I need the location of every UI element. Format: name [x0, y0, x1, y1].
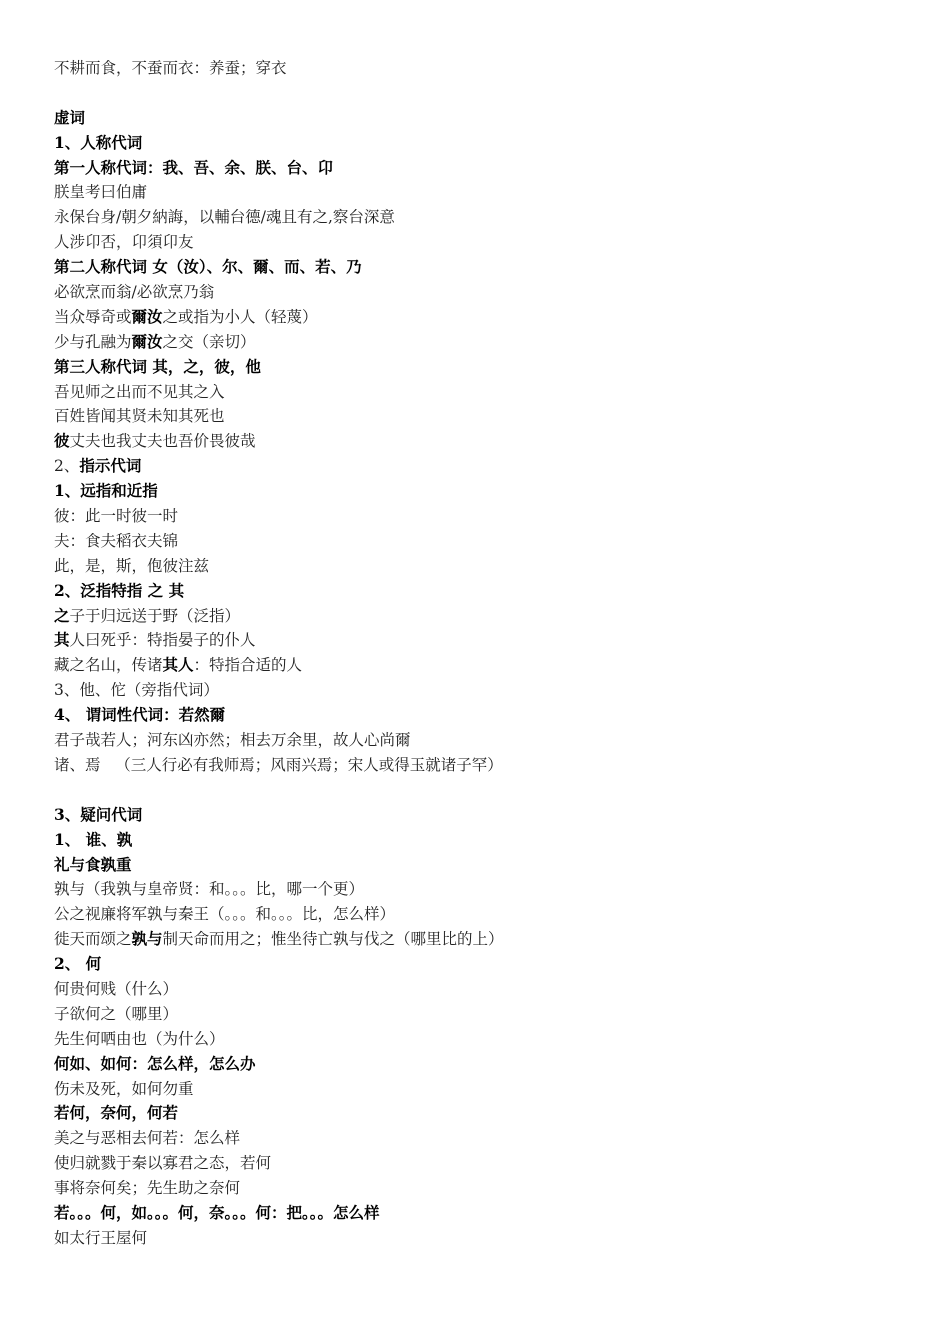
text-line [54, 977, 914, 1002]
bold-text-segment: 之 [54, 605, 70, 625]
text-line [54, 1126, 914, 1151]
text-line [54, 1002, 914, 1027]
bold-text-segment: 第一人称代词：我、吾、余、朕、台、卬 [54, 157, 334, 177]
text-line [54, 653, 914, 678]
text-line [54, 554, 914, 579]
text-segment: 之交（亲切） [162, 332, 256, 351]
bold-text-segment: 4、 谓词性代词：若然爾 [54, 705, 226, 725]
text-segment: 何贵何贱（什么） [54, 979, 179, 998]
text-segment: 朕皇考曰伯庸 [54, 183, 148, 202]
text-line [54, 803, 914, 828]
bold-text-segment: 第三人称代词 其，之，彼，他 [54, 356, 261, 376]
text-line [54, 1201, 914, 1226]
text-line [54, 180, 914, 205]
bold-text-segment: 若何，奈何，何若 [54, 1103, 179, 1123]
text-line [54, 529, 914, 554]
text-line [54, 853, 914, 878]
text-line [54, 131, 914, 156]
bold-text-segment: 若。。。何，如。。。何，奈。。。何：把。。。怎么样 [54, 1202, 380, 1222]
text-segment: 少与孔融为 [54, 332, 132, 351]
bold-text-segment: 2、 何 [54, 954, 102, 974]
text-line [54, 877, 914, 902]
blank-line [54, 81, 914, 106]
text-line [54, 1176, 914, 1201]
text-line [54, 380, 914, 405]
bold-text-segment: 2、泛指特指 之 其 [54, 580, 185, 600]
text-segment: 之或指为小人（轻蔑） [162, 307, 318, 326]
text-segment: 夫：食夫稻衣夫锦 [54, 531, 179, 550]
bold-text-segment: 1、人称代词 [54, 132, 143, 152]
bold-text-segment: 彼 [54, 431, 70, 451]
bold-text-segment: 礼与食孰重 [54, 854, 132, 874]
text-line [54, 604, 914, 629]
text-segment: 此，是，斯， [54, 556, 148, 575]
text-segment: 使归就戮于秦以寡君之态，若何 [54, 1154, 272, 1173]
text-line [54, 1151, 914, 1176]
text-line [54, 703, 914, 728]
text-segment: 徙天而颂之 [54, 930, 132, 949]
text-segment: 事将奈何矣；先生助之奈何 [54, 1179, 241, 1198]
bold-text-segment: 指示代词 [79, 456, 142, 476]
text-segment: 永保台身/朝夕納誨，以輔台德/魂且有之,察台深意 [54, 208, 395, 227]
text-line [54, 927, 914, 952]
text-segment: 当众辱奇或 [54, 307, 132, 326]
text-line [54, 1101, 914, 1126]
bold-text-segment: 爾汝 [131, 331, 163, 351]
text-line [54, 753, 914, 778]
text-line [54, 628, 914, 653]
text-line [54, 404, 914, 429]
bold-text-segment: 虚词 [54, 107, 86, 127]
document-page [54, 56, 914, 1251]
text-segment: 先生何哂由也（为什么） [54, 1029, 225, 1048]
text-line [54, 1052, 914, 1077]
text-line [54, 355, 914, 380]
text-segment: ：特指合适的人 [193, 656, 303, 675]
text-line [54, 429, 914, 454]
text-line [54, 828, 914, 853]
text-line [54, 305, 914, 330]
bold-text-segment: 何如、如何：怎么样，怎么办 [54, 1053, 256, 1073]
text-line [54, 1027, 914, 1052]
text-segment: 百姓皆闻其贤未知其死也 [54, 407, 225, 426]
bold-text-segment: 3、疑问代词 [54, 804, 143, 824]
text-line [54, 1226, 914, 1251]
bold-text-segment: 其 [54, 630, 70, 650]
text-segment: 孰与（我孰与皇帝贤：和。。。比，哪一个更） [54, 880, 365, 899]
text-line [54, 205, 914, 230]
text-segment: 人涉卬否，卬須卬友 [54, 233, 194, 252]
text-segment: 2、 [54, 457, 80, 476]
text-line [54, 579, 914, 604]
text-line [54, 1077, 914, 1102]
text-segment: 丈夫也我丈夫也吾价畏彼哉 [69, 432, 256, 451]
text-line [54, 678, 914, 703]
text-segment: 制天命而用之；惟坐待亡孰与伐之（哪里比的上） [162, 930, 504, 949]
text-line [54, 255, 914, 280]
text-line [54, 504, 914, 529]
text-segment: 吾见师之出而不见其之入 [54, 382, 225, 401]
bold-text-segment: 爾汝 [131, 306, 163, 326]
text-segment: 公之视廉将军孰与秦王（。。。和。。。比，怎么样） [54, 905, 396, 924]
text-segment: 必欲烹而翁/必欲烹乃翁 [54, 283, 215, 302]
text-line [54, 952, 914, 977]
text-line [54, 156, 914, 181]
text-line [54, 280, 914, 305]
text-line [54, 902, 914, 927]
text-segment: 不耕而食，不蚕而衣：养蚕；穿衣 [54, 59, 287, 77]
bold-text-segment: 第二人称代词 女（汝）、尔、爾、而、若、乃 [54, 257, 362, 277]
text-line [54, 479, 914, 504]
text-segment: 美之与恶相去何若：怎么样 [54, 1129, 241, 1148]
text-line [54, 56, 914, 81]
text-segment: 人曰死乎：特指晏子的仆人 [69, 631, 256, 650]
blank-line [54, 778, 914, 803]
text-segment: 诸、焉 （三人行必有我师焉；风雨兴焉；宋人或得玉就诸子罕） [54, 755, 503, 774]
bold-text-segment: 孰与 [131, 929, 163, 949]
text-segment: 君子哉若人；河东凶亦然；相去万余里，故人心尚爾 [54, 731, 411, 750]
bold-text-segment: 1、 谁、孰 [54, 829, 133, 849]
text-segment: 佨彼注兹 [147, 556, 210, 575]
bold-text-segment: 其人 [162, 655, 194, 675]
text-line [54, 106, 914, 131]
bold-text-segment: 1、远指和近指 [54, 481, 158, 501]
text-line [54, 454, 914, 479]
text-line [54, 728, 914, 753]
text-segment: 子欲何之（哪里） [54, 1004, 179, 1023]
text-line [54, 330, 914, 355]
text-segment: 如太行王屋何 [54, 1228, 148, 1247]
text-segment: 藏之名山，传诸 [54, 656, 163, 675]
text-segment: 彼：此一时彼一时 [54, 507, 179, 526]
text-segment: 子于归远送于野（泛指） [69, 606, 241, 625]
text-line [54, 230, 914, 255]
text-segment: 伤未及死，如何勿重 [54, 1079, 194, 1098]
text-segment: 3、他、佗（旁指代词） [54, 681, 219, 700]
